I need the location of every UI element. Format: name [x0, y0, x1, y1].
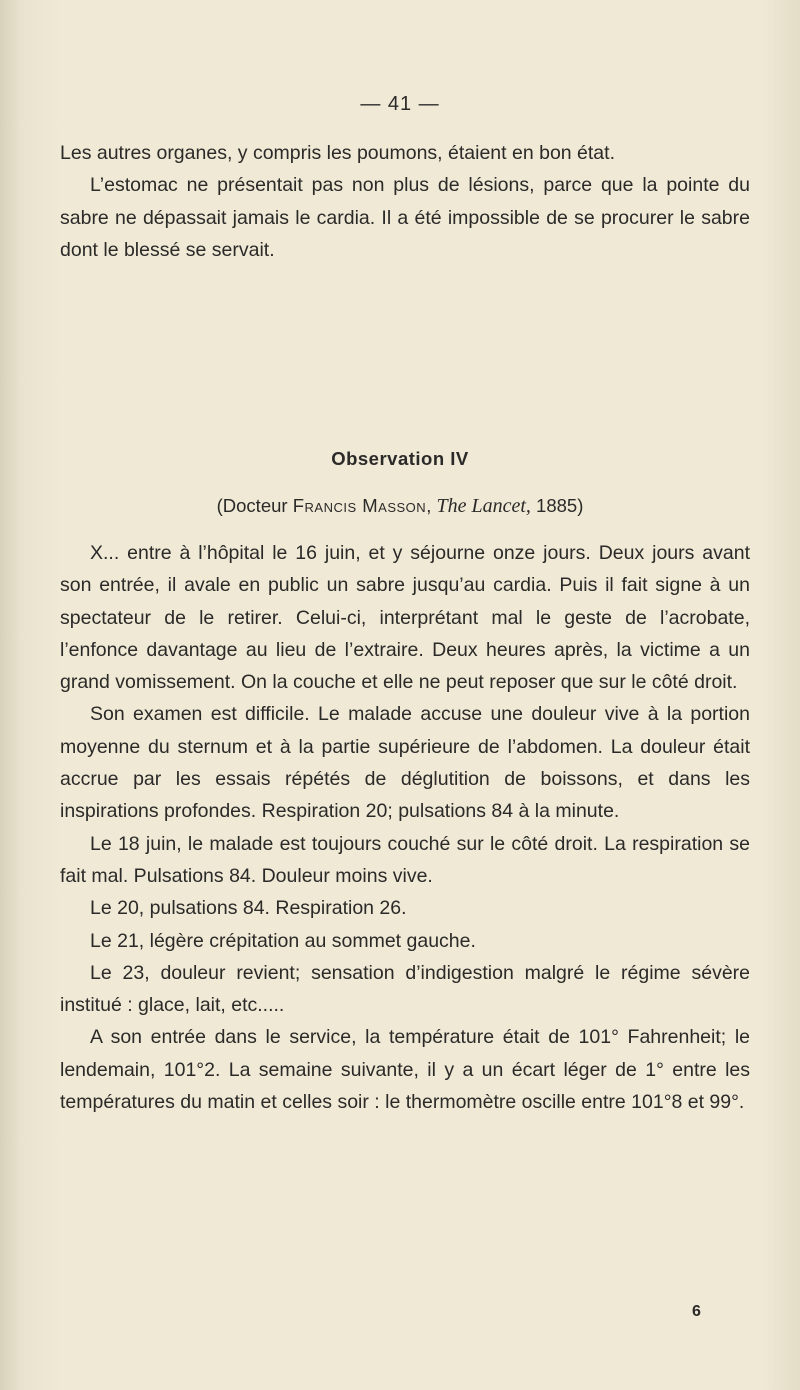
source-open: (Docteur — [216, 495, 293, 516]
paragraph-2: L’estomac ne présentait pas non plus de lésions, parce que la pointe du sabre ne dépassait jamais le cardia. Il a été impossible de se procurer le sabre dont le blessé se servait. — [60, 174, 750, 261]
observation-title: Observation IV — [331, 448, 469, 469]
observation-paragraph-4: Le 20, pulsations 84. Respiration 26. — [90, 897, 407, 920]
source-author: Francis Masson — [292, 495, 427, 516]
observation-paragraph-2: Son examen est difficile. Le malade accuse une douleur vive à la portion moyenne du sternum et à la partie supérieure de l’abdomen. La douleur était accrue par les essais répétés de déglutition de boissons, et dans les inspirations profondes. Respiration 20; pulsations 84 à la minute. — [60, 703, 750, 823]
observation-source — [0, 495, 800, 518]
page-number: — 41 — — [360, 93, 440, 115]
source-year: 1885) — [530, 495, 584, 516]
source-separator: , — [426, 495, 437, 516]
observation-paragraph-1: X... entre à l’hôpital le 16 juin, et y séjourne onze jours. Deux jours avant son entrée, il avale en public un sabre jusqu’au cardia. Puis il fait signe à un spectateur de le retirer. Celui-ci, interprétant mal le geste de l’acrobate, l’enfonce davantage au lieu de l’extraire. Deux heures après, la victime a un grand vomissement. On la couche et elle ne peut reposer que sur le côté droit. — [60, 542, 750, 694]
signature-mark: 6 — [692, 1303, 701, 1320]
observation-paragraph-7: A son entrée dans le service, la température était de 101° Fahrenheit; le lendemain, 101°2. La semaine suivante, il y a un écart léger de 1° entre les températures du matin et celles soir : le thermomètre oscille entre 101°8 et 99°. — [60, 1026, 750, 1114]
paragraph-1: Les autres organes, y compris les poumons, étaient en bon état. — [60, 142, 615, 164]
observation-paragraph-3: Le 18 juin, le malade est toujours couché sur le côté droit. La respiration se fait mal. Pulsations 84. Douleur moins vive. — [60, 832, 750, 887]
intro-text — [60, 137, 750, 266]
source-journal: The Lancet, — [436, 495, 531, 517]
observation-text — [60, 537, 750, 1118]
observation-paragraph-6: Le 23, douleur revient; sensation d’indigestion malgré le régime sévère institué : glace, lait, etc..... — [60, 961, 750, 1017]
observation-paragraph-5: Le 21, légère crépitation au sommet gauche. — [90, 929, 476, 952]
